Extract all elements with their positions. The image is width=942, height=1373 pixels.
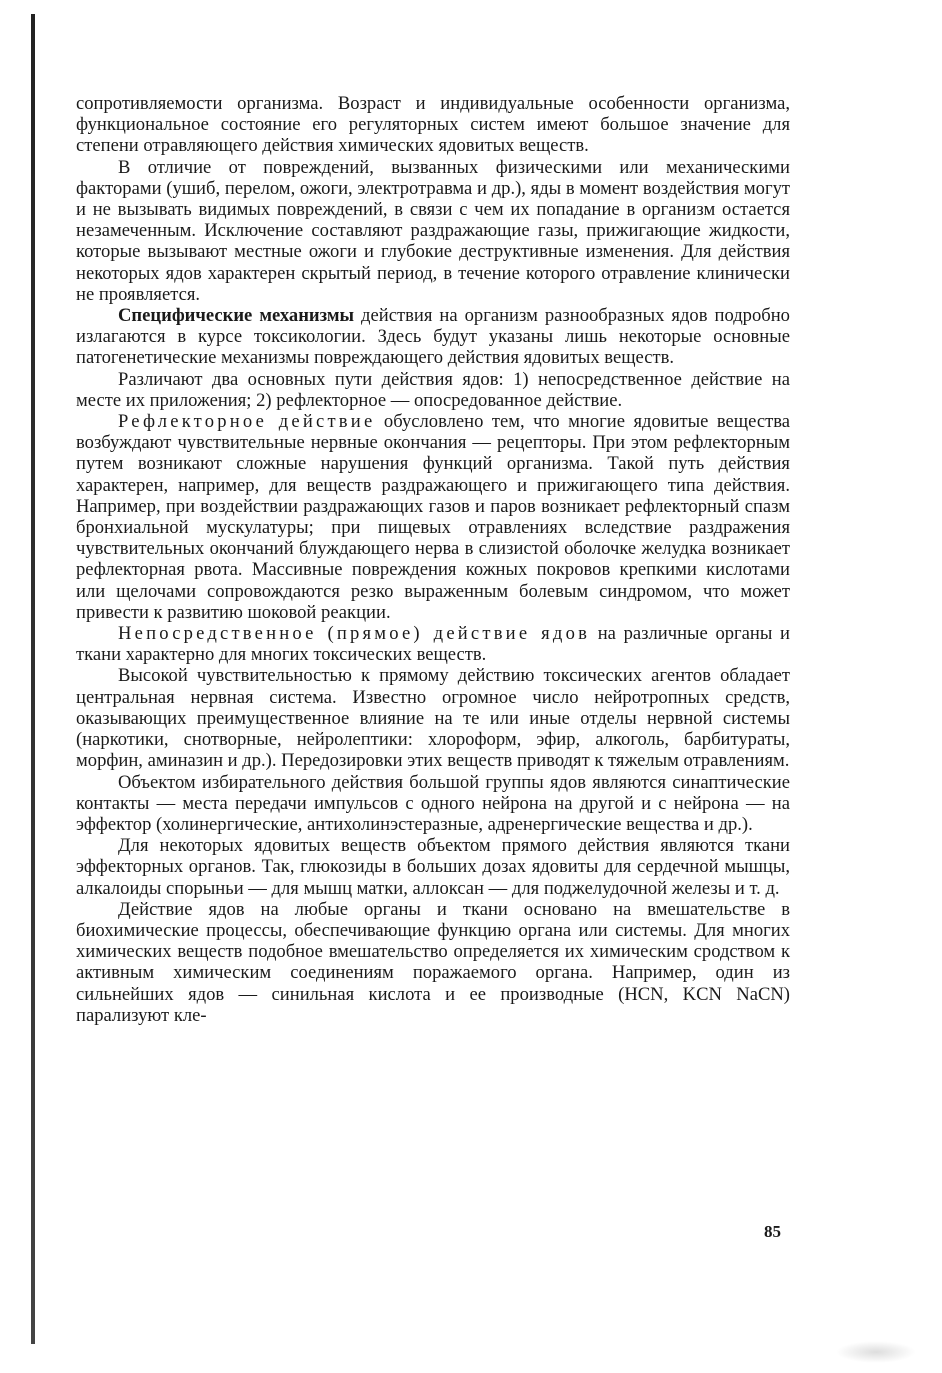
paragraph-text: обусловлено тем, что многие ядовитые вещества возбуждают чувствительные нервные окончания — рецепторы. При этом рефлекторным путем возникают сложные нарушения функций организма. Такой путь действия характерен, например, для веществ раздражающего и прижигающего типа действия. Например, при воздействии раздражающих газов и паров возникает рефлекторный спазм бронхиальной мускулатуры; при пищевых отравлениях вследствие раздражения чувствительных окончаний блуждающего нерва в слизистой оболочке желудка возникает рефлекторная рвота. Массивные повреждения кожных покровов крепкими кислотами или щелочами сопровождаются резко выраженным болевым синдромом, что может привести к развитию шоковой реакции. <box>76 411 791 623</box>
paragraph: Действие ядов на любые органы и ткани основано на вмешательстве в биохимические процессы, обеспечивающие функцию органа или системы. Для многих химических веществ подобное вмешательство определяется их химическим сродством к активным химическим соединениям поражаемого органа. Например, один из сильнейших ядов — синильная кислота и ее производные (HCN, KCN NaCN) парализуют кле- <box>76 898 790 1026</box>
paragraph: Высокой чувствительностью к прямому действию токсических агентов обладает центральная нервная система. Известно огромное число нейротропных средств, оказывающих преимущественное влияние на те или иные отделы нервной системы (наркотики, снотворные, нейролептики: хлороформ, эфир, алкоголь, барбитураты, морфин, аминазин и др.). Передозировки этих веществ приводят к тяжелым отравлениям. <box>76 665 790 772</box>
paragraph: сопротивляемости организма. Возраст и индивидуальные особенности организма, функциональное состояние его регуляторных систем имеют большое значение для степени отравляющего действия химических ядовитых веществ. <box>76 93 790 157</box>
scan-artifact <box>836 1341 916 1363</box>
spaced-lead: Непосредственное (прямое) действие ядов <box>118 623 591 645</box>
paragraph-text: на различные органы и ткани характерно для многих токсических веществ. <box>76 623 790 666</box>
spaced-lead: Рефлекторное действие <box>118 411 376 433</box>
page-binding-edge <box>31 14 35 1344</box>
bold-lead: Специфические механизмы <box>118 305 355 327</box>
paragraph: Различают два основных пути действия ядов: 1) непосредственное действие на месте их приложения; 2) рефлекторное — опосредованное действие. <box>76 368 790 411</box>
paragraph <box>76 411 790 623</box>
page-number: 85 <box>764 1222 781 1241</box>
paragraph: В отличие от повреждений, вызванных физическими или механическими факторами (ушиб, перелом, ожоги, электротравма и др.), яды в момент воздействия могут и не вызывать видимых повреждений, в связи с чем их попадание в организм остается незамеченным. Исключение составляют раздражающие газы, прижигающие жидкости, которые вызывают местные ожоги и глубокие деструктивные изменения. Для действия некоторых ядов характерен скрытый период, в течение которого отравление клинически не проявляется. <box>76 156 790 305</box>
paragraph: Для некоторых ядовитых веществ объектом прямого действия являются ткани эффекторных органов. Так, глюкозиды в больших дозах ядовиты для сердечной мышцы, алкалоиды спорыньи — для мышц матки, аллоксан — для поджелудочной железы и т. д. <box>76 835 790 899</box>
paragraph: Объектом избирательного действия большой группы ядов являются синаптические контакты — места передачи импульсов с одного нейрона на другой и с нейрона — на эффектор (холинергические, антихолинэстеразные, адренергические вещества и др.). <box>76 771 790 835</box>
paragraph <box>76 305 790 369</box>
paragraph <box>76 623 790 665</box>
paragraph-text: действия на организм разнообразных ядов подробно излагаются в курсе токсикологии. Здесь будут указаны лишь некоторые основные патогенетические механизмы повреждающего действия ядовитых веществ. <box>76 305 790 369</box>
body-text <box>76 93 790 1026</box>
